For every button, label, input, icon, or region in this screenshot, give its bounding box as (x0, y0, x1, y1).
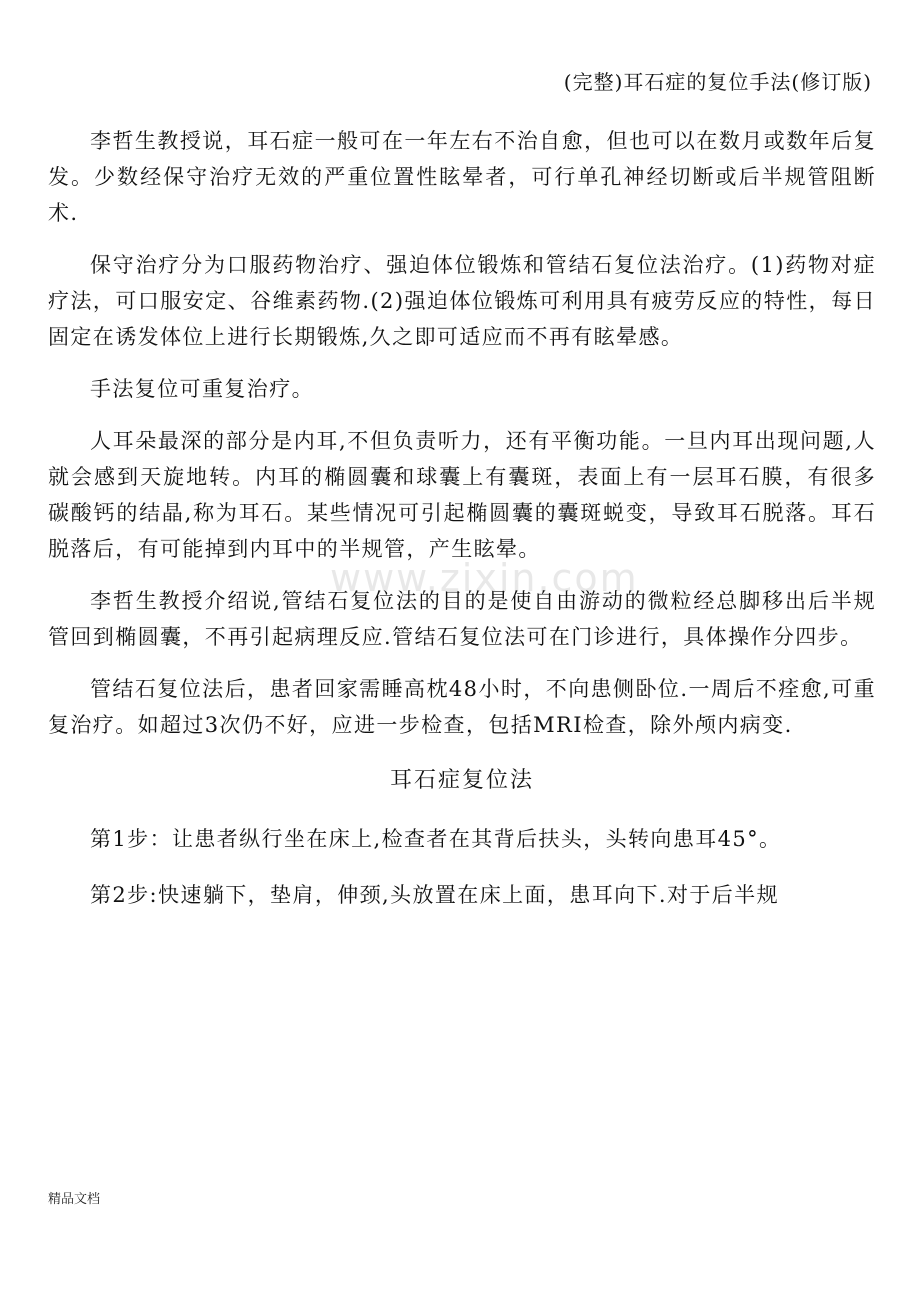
paragraph-6: 管结石复位法后，患者回家需睡高枕48小时，不向患侧卧位.一周后不痊愈,可重复治疗。如超过3次仍不好，应进一步检查，包括MRI检查，除外颅内病变. (48, 677, 876, 737)
document-body (48, 123, 876, 933)
step-2: 第2步:快速躺下，垫肩，伸颈,头放置在床上面，患耳向下.对于后半规 (90, 883, 779, 907)
paragraph-3: 手法复位可重复治疗。 (90, 377, 314, 401)
document-header: (完整)耳石症的复位手法(修订版) (563, 70, 872, 94)
paragraph-1: 李哲生教授说，耳石症一般可在一年左右不治自愈，但也可以在数月或数年后复发。少数经保守治疗无效的严重位置性眩晕者，可行单孔神经切断或后半规管阻断术. (48, 129, 876, 225)
paragraph-4: 人耳朵最深的部分是内耳,不但负责听力，还有平衡功能。一旦内耳出现问题,人就会感到天旋地转。内耳的椭圆囊和球囊上有囊斑，表面上有一层耳石膜，有很多碳酸钙的结晶,称为耳石。某些情况可引起椭圆囊的囊斑蜕变，导致耳石脱落。耳石脱落后，有可能掉到内耳中的半规管，产生眩晕。 (48, 429, 876, 561)
watermark: www.zixin.com (330, 556, 639, 600)
section-title: 耳石症复位法 (389, 768, 534, 793)
paragraph-2: 保守治疗分为口服药物治疗、强迫体位锻炼和管结石复位法治疗。(1)药物对症疗法，可口服安定、谷维素药物.(2)强迫体位锻炼可利用具有疲劳反应的特性，每日固定在诱发体位上进行长期锻炼,久之即可适应而不再有眩晕感。 (48, 253, 876, 349)
paragraph-5: 李哲生教授介绍说,管结石复位法的目的是使自由游动的微粒经总脚移出后半规管回到椭圆囊，不再引起病理反应.管结石复位法可在门诊进行，具体操作分四步。 (48, 589, 876, 649)
step-1: 第1步：让患者纵行坐在床上,检查者在其背后扶头，头转向患耳45°。 (90, 827, 782, 851)
footer-label: 精品文档 (48, 1192, 101, 1207)
